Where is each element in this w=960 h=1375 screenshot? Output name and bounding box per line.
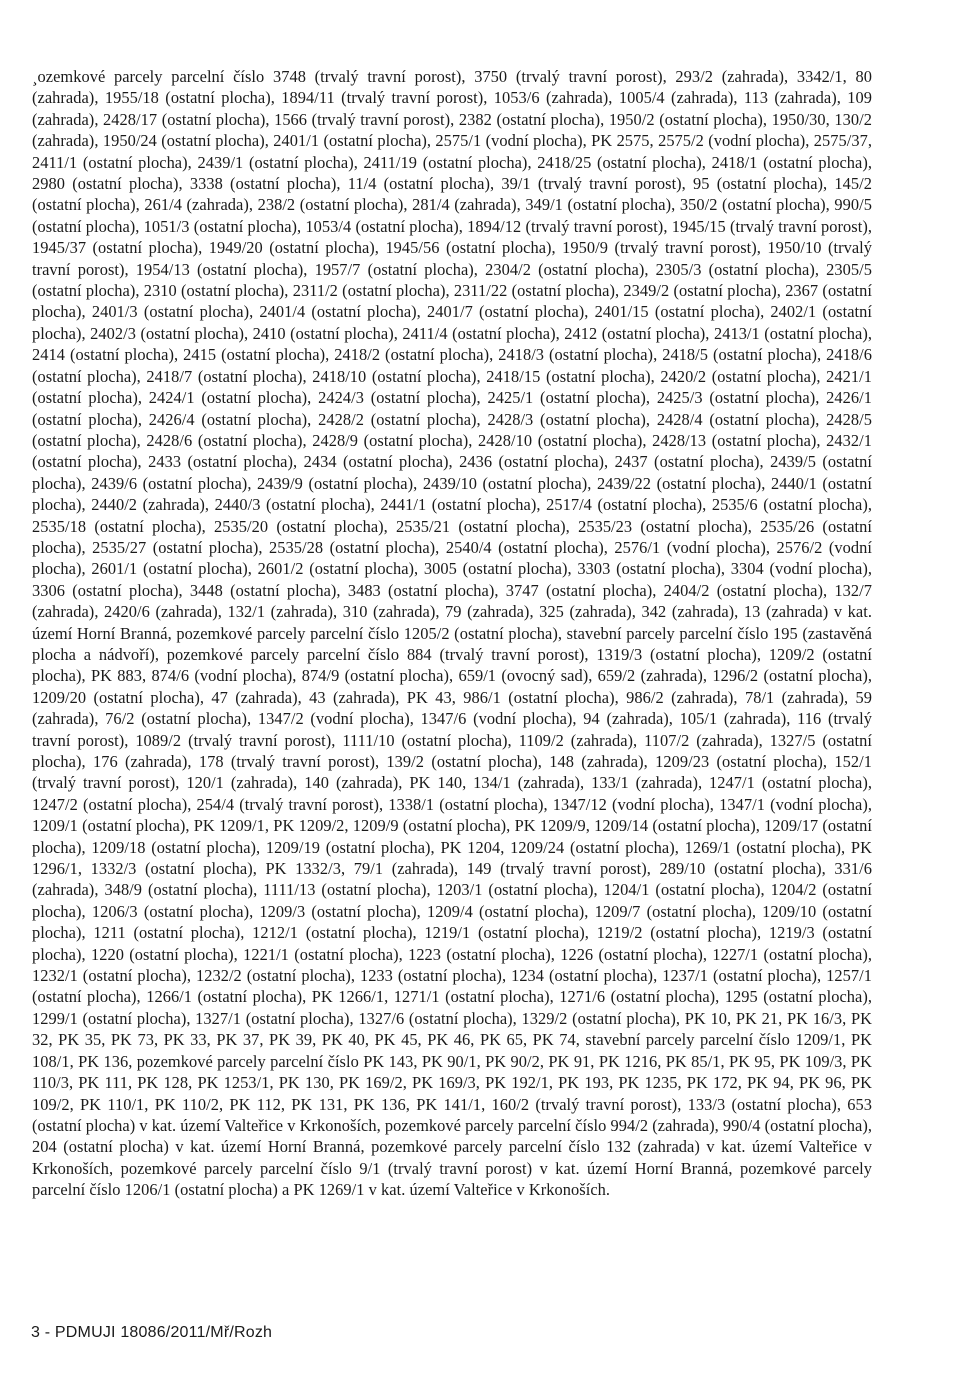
parcel-list-paragraph: ¸ozemkové parcely parcelní číslo 3748 (trvalý travní porost), 3750 (trvalý travní porost), 293/2 (zahrada), 3342/1, 80 (zahrada), 1955/18 (ostatní plocha), 1894/11 (trvalý travní porost), 1053/6 (zahrada), 1005/4 (zahrada), 113 (zahrada), 109 (zahrada), 2428/17 (ostatní plocha), 1566 (trvalý travní porost), 2382 (ostatní plocha), 1950/2 (ostatní plocha), 1950/30, 130/2 (zahrada), 1950/24 (ostatní plocha), 2401/1 (ostatní plocha), 2575/1 (vodní plocha), PK 2575, 2575/2 (vodní plocha), 2575/37, 2411/1 (ostatní plocha), 2439/1 (ostatní plocha), 2411/19 (ostatní plocha), 2418/25 (ostatní plocha), 2418/1 (ostatní plocha), 2980 (ostatní plocha), 3338 (ostatní plocha), 11/4 (ostatní plocha), 39/1 (trvalý travní porost), 95 (ostatní plocha), 145/2 (ostatní plocha), 261/4 (zahrada), 238/2 (ostatní plocha), 281/4 (zahrada), 349/1 (ostatní plocha), 350/2 (ostatní plocha), 990/5 (ostatní plocha), 1051/3 (ostatní plocha), 1053/4 (ostatní plocha), 1894/12 (trvalý travní porost), 1945/15 (trvalý travní porost), 1945/37 (ostatní plocha), 1949/20 (ostatní plocha), 1945/56 (ostatní plocha), 1950/9 (trvalý travní porost), 1950/10 (trvalý travní porost), 1954/13 (ostatní plocha), 1957/7 (ostatní plocha), 2304/2 (ostatní plocha), 2305/3 (ostatní plocha), 2305/5 (ostatní plocha), 2310 (ostatní plocha), 2311/2 (ostatní plocha), 2311/22 (ostatní plocha), 2349/2 (ostatní plocha), 2367 (ostatní plocha), 2401/3 (ostatní plocha), 2401/4 (ostatní plocha), 2401/7 (ostatní plocha), 2401/15 (ostatní plocha), 2402/1 (ostatní plocha), 2402/3 (ostatní plocha), 2410 (ostatní plocha), 2411/4 (ostatní plocha), 2412 (ostatní plocha), 2413/1 (ostatní plocha), 2414 (ostatní plocha), 2415 (ostatní plocha), 2418/2 (ostatní plocha), 2418/3 (ostatní plocha), 2418/5 (ostatní plocha), 2418/6 (ostatní plocha), 2418/7 (ostatní plocha), 2418/10 (ostatní plocha), 2418/15 (ostatní plocha), 2420/2 (ostatní plocha), 2421/1 (ostatní plocha), 2424/1 (ostatní plocha), 2424/3 (ostatní plocha), 2425/1 (ostatní plocha), 2425/3 (ostatní plocha), 2426/1 (ostatní plocha), 2426/4 (ostatní plocha), 2428/2 (ostatní plocha), 2428/3 (ostatní plocha), 2428/4 (ostatní plocha), 2428/5 (ostatní plocha), 2428/6 (ostatní plocha), 2428/9 (ostatní plocha), 2428/10 (ostatní plocha), 2428/13 (ostatní plocha), 2432/1 (ostatní plocha), 2433 (ostatní plocha), 2434 (ostatní plocha), 2436 (ostatní plocha), 2437 (ostatní plocha), 2439/5 (ostatní plocha), 2439/6 (ostatní plocha), 2439/9 (ostatní plocha), 2439/10 (ostatní plocha), 2439/22 (ostatní plocha), 2440/1 (ostatní plocha), 2440/2 (zahrada), 2440/3 (ostatní plocha), 2441/1 (ostatní plocha), 2517/4 (ostatní plocha), 2535/6 (ostatní plocha), 2535/18 (ostatní plocha), 2535/20 (ostatní plocha), 2535/21 (ostatní plocha), 2535/23 (ostatní plocha), 2535/26 (ostatní plocha), 2535/27 (ostatní plocha), 2535/28 (ostatní plocha), 2540/4 (ostatní plocha), 2576/1 (vodní plocha), 2576/2 (vodní plocha), 2601/1 (ostatní plocha), 2601/2 (ostatní plocha), 3005 (ostatní plocha), 3303 (ostatní plocha), 3304 (vodní plocha), 3306 (ostatní plocha), 3448 (ostatní plocha), 3483 (ostatní plocha), 3747 (ostatní plocha), 2404/2 (ostatní plocha), 132/7 (zahrada), 2420/6 (zahrada), 132/1 (zahrada), 310 (zahrada), 79 (zahrada), 325 (zahrada), 342 (zahrada), 13 (zahrada) v kat. území Horní Branná, pozemkové parcely parcelní číslo 1205/2 (ostatní plocha), stavební parcely parcelní číslo 195 (zastavěná plocha a nádvoří), pozemkové parcely parcelní číslo 884 (trvalý travní porost), 1319/3 (ostatní plocha), 1209/2 (ostatní plocha), PK 883, 874/6 (vodní plocha), 874/9 (ostatní plocha), 659/1 (ovocný sad), 659/2 (zahrada), 1296/2 (ostatní plocha), 1209/20 (ostatní plocha), 47 (zahrada), 43 (zahrada), PK 43, 986/1 (ostatní plocha), 986/2 (zahrada), 78/1 (zahrada), 59 (zahrada), 76/2 (ostatní plocha), 1347/2 (vodní plocha), 1347/6 (vodní plocha), 94 (zahrada), 105/1 (zahrada), 116 (trvalý travní porost), 1089/2 (trvalý travní porost), 1111/10 (ostatní plocha), 1109/2 (zahrada), 1107/2 (zahrada), 1327/5 (ostatní plocha), 176 (zahrada), 178 (trvalý travní porost), 139/2 (ostatní plocha), 148 (zahrada), 1209/23 (ostatní plocha), 152/1 (trvalý travní porost), 120/1 (zahrada), 140 (zahrada), PK 140, 134/1 (zahrada), 133/1 (zahrada), 1247/1 (ostatní plocha), 1247/2 (ostatní plocha), 254/4 (trvalý travní porost), 1338/1 (ostatní plocha), 1347/12 (vodní plocha), 1347/1 (vodní plocha), 1209/1 (ostatní plocha), PK 1209/1, PK 1209/2, 1209/9 (ostatní plocha), PK 1209/9, 1209/14 (ostatní plocha), 1209/17 (ostatní plocha), 1209/18 (ostatní plocha), 1209/19 (ostatní plocha), PK 1204, 1209/24 (ostatní plocha), 1269/1 (ostatní plocha), PK 1296/1, 1332/3 (ostatní plocha), PK 1332/3, 79/1 (zahrada), 149 (trvalý travní porost), 289/10 (ostatní plocha), 331/6 (zahrada), 348/9 (ostatní plocha), 1111/13 (ostatní plocha), 1203/1 (ostatní plocha), 1204/1 (ostatní plocha), 1204/2 (ostatní plocha), 1206/3 (ostatní plocha), 1209/3 (ostatní plocha), 1209/4 (ostatní plocha), 1209/7 (ostatní plocha), 1209/10 (ostatní plocha), 1211 (ostatní plocha), 1212/1 (ostatní plocha), 1219/1 (ostatní plocha), 1219/2 (ostatní plocha), 1219/3 (ostatní plocha), 1220 (ostatní plocha), 1221/1 (ostatní plocha), 1223 (ostatní plocha), 1226 (ostatní plocha), 1227/1 (ostatní plocha), 1232/1 (ostatní plocha), 1232/2 (ostatní plocha), 1233 (ostatní plocha), 1234 (ostatní plocha), 1237/1 (ostatní plocha), 1257/1 (ostatní plocha), 1266/1 (ostatní plocha), PK 1266/1, 1271/1 (ostatní plocha), 1271/6 (ostatní plocha), 1295 (ostatní plocha), 1299/1 (ostatní plocha), 1327/1 (ostatní plocha), 1327/6 (ostatní plocha), 1329/2 (ostatní plocha), PK 10, PK 21, PK 16/3, PK 32, PK 35, PK 73, PK 33, PK 37, PK 39, PK 40, PK 45, PK 46, PK 65, PK 74, stavební parcely parcelní číslo 1209/1, PK 108/1, PK 136, pozemkové parcely parcelní číslo PK 143, PK 90/1, PK 90/2, PK 91, PK 1216, PK 85/1, PK 95, PK 109/3, PK 110/3, PK 111, PK 128, PK 1253/1, PK 130, PK 169/2, PK 169/3, PK 192/1, PK 193, PK 1235, PK 172, PK 94, PK 96, PK 109/2, PK 110/1, PK 110/2, PK 112, PK 131, PK 136, PK 141/1, 160/2 (trvalý travní porost), 133/3 (ostatní plocha), 653 (ostatní plocha) v kat. území Valteřice v Krkonoších, pozemkové parcely parcelní číslo 994/2 (zahrada), 990/4 (ostatní plocha), 204 (ostatní plocha) v kat. území Horní Branná, pozemkové parcely parcelní číslo 132 (zahrada) v kat. území Valteřice v Krkonoších, pozemkové parcely parcelní číslo 9/1 (trvalý travní porost) v kat. území Horní Branná, pozemkové parcely parcelní číslo 1206/1 (ostatní plocha) a PK 1269/1 v kat. území Valteřice v Krkonoších. [32, 67, 872, 1200]
document-reference-number: 3 - PDMUJI 18086/2011/Mř/Rozh [31, 1324, 273, 1341]
